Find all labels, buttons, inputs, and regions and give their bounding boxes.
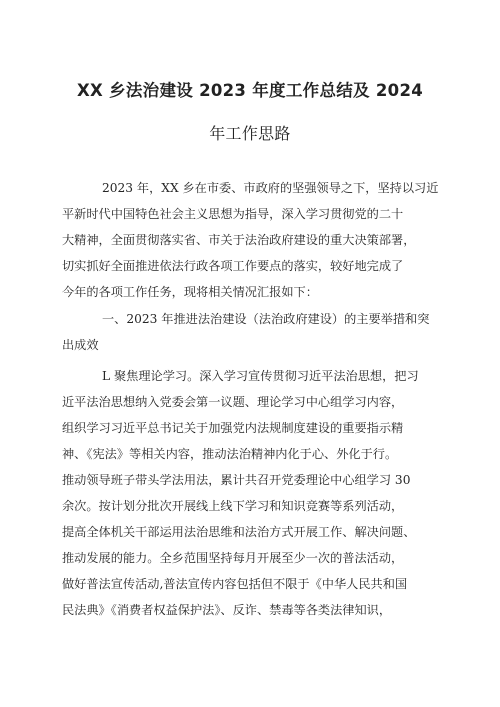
body-line: 2023 年，XX 乡在市委、市政府的坚强领导之下，坚持以习近 xyxy=(102,181,439,195)
body-line: 神、《宪法》等相关内容，推动法治精神内化于心、外化于行。 xyxy=(62,447,398,461)
section-heading-line: 出成效 xyxy=(62,338,99,352)
document-title-line-1: XX 乡法治建设 2023 年度工作总结及 2024 xyxy=(76,81,424,100)
body-line: 组织学习习近平总书记关于加强党内法规制度建设的重要指示精 xyxy=(62,421,404,435)
body-line: 推动领导班子带头学法用法，累计共召开党委理论中心组学习 30 xyxy=(62,473,411,487)
body-line: 今年的各项工作任务，现将相关情况汇报如下： xyxy=(62,285,318,299)
body-line: 余次。按计划分批次开展线上线下学习和知识竞赛等系列活动， xyxy=(62,499,404,513)
document-title-line-2: 年工作思路 xyxy=(209,124,291,143)
body-line: 做好普法宣传活动,普法宣传内容包括但不限于《中华人民共和国 xyxy=(62,577,408,591)
section-heading-line: 一、2023 年推进法治建设（法治政府建设）的主要举措和突 xyxy=(102,312,430,326)
body-line: 近平法治思想纳入党委会第一议题、理论学习中心组学习内容， xyxy=(62,395,404,409)
body-line: L 聚焦理论学习。深入学习宣传贯彻习近平法治思想，把习 xyxy=(102,369,419,383)
body-line: 平新时代中国特色社会主义思想为指导，深入学习贯彻党的二十 xyxy=(62,207,404,221)
body-line: 切实抓好全面推进依法行政各项工作要点的落实，较好地完成了 xyxy=(62,259,404,273)
body-line: 提高全体机关干部运用法治思维和法治方式开展工作、解决问题、 xyxy=(62,525,416,539)
body-line: 民法典》《消费者权益保护法》、反诈、禁毒等各类法律知识， xyxy=(62,603,392,617)
body-line: 大精神，全面贯彻落实省、市关于法治政府建设的重大决策部署， xyxy=(62,233,416,247)
body-line: 推动发展的能力。全乡范围坚持每月开展至少一次的普法活动， xyxy=(62,551,404,565)
